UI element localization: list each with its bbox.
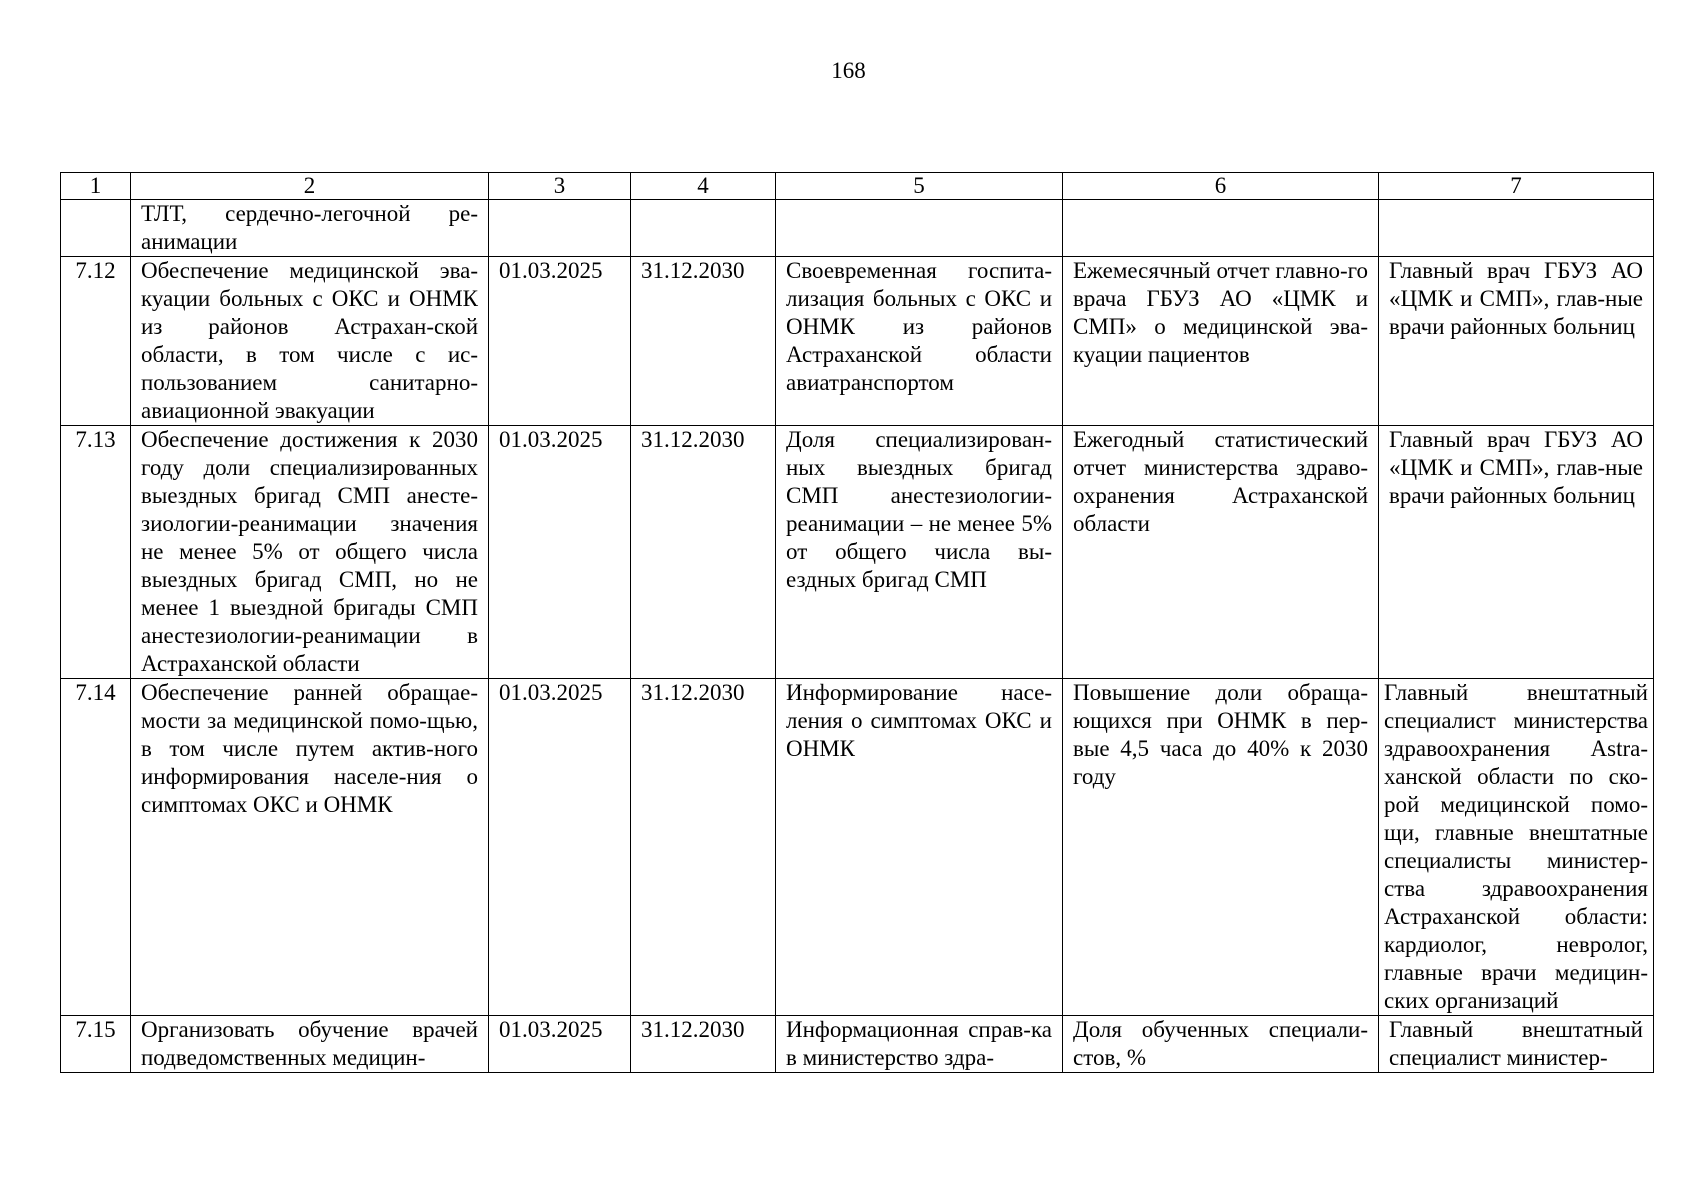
control-cell	[1063, 200, 1379, 257]
table-row	[61, 1016, 1654, 1073]
table-row	[61, 257, 1654, 426]
end-date-cell: 31.12.2030	[631, 257, 776, 426]
activity-cell: Обеспечение достижения к 2030 году доли специализированных выездных бригад СМП анесте-зиологии-реанимации значения не менее 5% от общего числа выездных бригад СМП, но не менее 1 выездной бригады СМП анестезиологии-реанимации в Астраханской области	[131, 426, 489, 679]
result-cell: Информационная справ-ка в министерство здра-	[776, 1016, 1063, 1073]
column-header: 1	[61, 173, 131, 200]
responsible-cell	[1379, 200, 1654, 257]
end-date-cell	[631, 200, 776, 257]
control-cell: Доля обученных специали-стов, %	[1063, 1016, 1379, 1073]
column-header: 2	[131, 173, 489, 200]
column-header: 7	[1379, 173, 1654, 200]
control-cell: Ежегодный статистический отчет министерства здраво-охранения Астраханской области	[1063, 426, 1379, 679]
column-header: 3	[489, 173, 631, 200]
page-number: 168	[831, 58, 866, 83]
responsible-cell: Главный внештатный специалист министерства здравоохранения Astra-ханской области по ско-рой медицинской помо-щи, главные внештатные специалисты министер-ства здравоохранения Астраханской области: кардиолог, невролог, главные врачи медицин-ских организаций	[1379, 679, 1654, 1016]
start-date-cell: 01.03.2025	[489, 679, 631, 1016]
column-number-row	[61, 173, 1654, 200]
row-number: 7.12	[61, 257, 131, 426]
activity-cell: Организовать обучение врачей подведомственных медицин-	[131, 1016, 489, 1073]
start-date-cell: 01.03.2025	[489, 257, 631, 426]
end-date-cell: 31.12.2030	[631, 1016, 776, 1073]
result-cell: Доля специализирован-ных выездных бригад СМП анестезиологии-реанимации – не менее 5% от общего числа вы-ездных бригад СМП	[776, 426, 1063, 679]
control-cell: Повышение доли обраща-ющихся при ОНМК в пер-вые 4,5 часа до 40% к 2030 году	[1063, 679, 1379, 1016]
activity-cell: Обеспечение ранней обращае-мости за медицинской помо-щью, в том числе путем актив-ного информирования населе-ния о симптомах ОКС и ОНМК	[131, 679, 489, 1016]
result-cell: Своевременная госпита-лизация больных с ОКС и ОНМК из районов Астраханской области авиатранспортом	[776, 257, 1063, 426]
table-row	[61, 679, 1654, 1016]
end-date-cell: 31.12.2030	[631, 679, 776, 1016]
start-date-cell: 01.03.2025	[489, 1016, 631, 1073]
table-row	[61, 200, 1654, 257]
plan-table	[60, 172, 1654, 1073]
responsible-cell: Главный врач ГБУЗ АО «ЦМК и СМП», глав-ные врачи районных больниц	[1379, 257, 1654, 426]
table-row	[61, 426, 1654, 679]
start-date-cell	[489, 200, 631, 257]
column-header: 6	[1063, 173, 1379, 200]
result-cell: Информирование насе-ления о симптомах ОКС и ОНМК	[776, 679, 1063, 1016]
control-cell: Ежемесячный отчет главно-го врача ГБУЗ АО «ЦМК и СМП» о медицинской эва-куации пациентов	[1063, 257, 1379, 426]
start-date-cell: 01.03.2025	[489, 426, 631, 679]
row-number: 7.14	[61, 679, 131, 1016]
row-number: 7.13	[61, 426, 131, 679]
responsible-cell: Главный внештатный специалист министер-	[1379, 1016, 1654, 1073]
responsible-cell: Главный врач ГБУЗ АО «ЦМК и СМП», глав-ные врачи районных больниц	[1379, 426, 1654, 679]
activity-cell: ТЛТ, сердечно-легочной ре-анимации	[131, 200, 489, 257]
row-number: 7.15	[61, 1016, 131, 1073]
result-cell	[776, 200, 1063, 257]
column-header: 4	[631, 173, 776, 200]
end-date-cell: 31.12.2030	[631, 426, 776, 679]
activity-cell: Обеспечение медицинской эва-куации больных с ОКС и ОНМК из районов Астрахан-ской области, в том числе с ис-пользованием санитарно-авиационной эвакуации	[131, 257, 489, 426]
column-header: 5	[776, 173, 1063, 200]
row-number	[61, 200, 131, 257]
